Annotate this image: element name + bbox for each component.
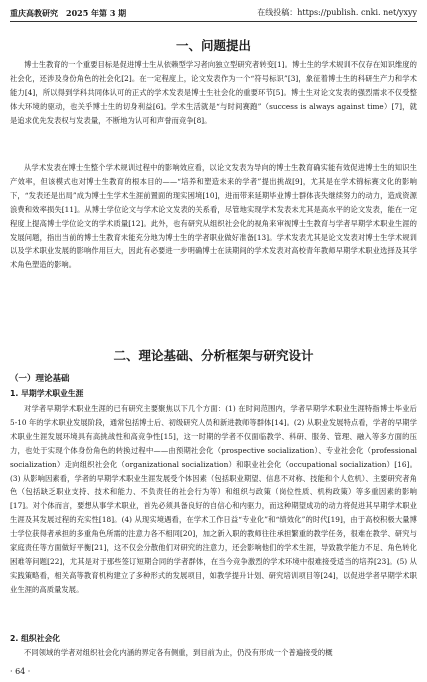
header-divider: [10, 21, 417, 22]
subsubsection-heading-org-socialization: 2. 组织社会化: [10, 634, 61, 643]
journal-name: 重庆高教研究 2025 年第 3 期: [10, 8, 127, 18]
subsubsection-heading-early-career: 1. 早期学术职业生涯: [10, 389, 84, 398]
section-title-problem: 一、问题提出: [175, 38, 251, 53]
submission-url[interactable]: 在线投稿：https://publish. cnki. net/yxyy: [257, 8, 417, 17]
paragraph-early-career: 对学者早期学术职业生涯的已有研究主要聚焦以下几个方面：(1) 在时间范围内，学者早期学术职业生涯特指博士毕业后 5-10 年的学术职业发展阶段，通常包括博士后、初级研究人员和新进教师等群体[14]。(2) 从职业发展特点看，学者的早期学术职业生涯发展环境具有高挑战性和高竞争性[15]，这一时期的学者不仅面临教学、科研、服务、管理、融入等多方面的压力，也处于实现个体身份角色的转换过程中——由预期社会化（prospective socialization）、专业社会化（professional socialization）走向组织社会化（organizational socialization）和职业社会化（occupational socialization）[16]。(3) 从影响因素看，学者的早期学术职业生涯发展受个体因素（包括职业期望、信息不对称、技能和个人危机）、主要研究者角色（包括缺乏职业支持、技术和能力、不负责任的社会行为等）和组织与政策（岗位性质、机构政策）等多重因素的影响[17]。对个体而言，要想从事学术职业，首先必须具备良好的自信心和内驱力，而这种期望成功的动力将促进其早期学术职业生涯及其发展过程的充实性[18]。(4) 从现实境遇看，在学术工作日益“专业化”和“绩效化”的时代[19]，由于高校积极大量博士学位获得者承担的多重角色所需的注意力各不相同[20]，加之新入职的教师往往承担繁重的教学任务，很难在教学、研究与家庭责任等方面做好平衡[21]，这不仅会分散他们对研究的注意力，还会影响他们的学术生涯，导致教学能力不足、角色转化困难等问题[22]，尤其是对于那些签订短期合同的学者群体，在当今竞争激烈的学术环境中很难接受适当的培养[23]。(5) 从实践策略看，相关高等教育机构建立了多种形式的发展项目，如教学提升计划、研究培训项目等[24]，以促进学者早期学术职业生涯的高质量发展。: [10, 404, 417, 594]
paragraph-intro-2: 从学术发表在博士生整个学术规训过程中的影响效应看，以论文发表为导向的博士生教育确实能有效促进博士生的知识生产效率，但该模式也对博士生教育的根本目的——“培养和塑造未来的学者”提出挑战[9]，尤其是在学术锦标赛文化的影响下，“发表还是出局”成为博士生学术生涯前置面的现实困境[10]，进而带来延期毕业博士群体丧失继续努力的动力，造成资源浪费和效率损失[11]。从博士学位论文与学术论文发表的关系看，尽管地实现学术发表未尤其是高水平的论文发表，能在一定程度上提高博士学位论文的学术质量[12]。此外，也有研究从组织社会化的视角来审视博士生教育与学者早期学术职业生涯的发展问题，指出当前的博士生教育未能充分地为博士生的学者职业做好准备[13]。学术发表尤其是论文发表对博士生学术规训以及学术职业发展的影响作用巨大，因此有必要进一步明确博士在读期间的学术发表对高校青年教师早期学术职业选择及其学术角色塑造的影响。: [10, 163, 417, 270]
page-number: · 64 ·: [10, 667, 31, 676]
subsection-heading-theory: （一）理论基础: [10, 374, 70, 384]
running-header: [10, 7, 417, 19]
section-title-theory: 二、理论基础、分析框架与研究设计: [113, 348, 314, 363]
paragraph-intro-1: 博士生教育的一个重要目标是促进博士生从依赖型学习者向独立型研究者转变[1]。博士生的学术规训不仅存在知识维度的社会化，还涉及身份角色的社会化[2]。在一定程度上，论文发表作为一个“符号标识”[3]，象征着博士生的科研生产力和学术能力[4]，所以得到学科共同体认可的正式的学术发表是博士生社会化的重要环节[5]。博士生对论文发表的强烈需求不仅受整体大环境的驱动，也关乎博士生的切身利益[6]。学术生活就是“与时间赛跑”（success is always against time）[7]，就是追求优先发表权与发表量，不断地为认可和声誉而竞争[8]。: [10, 60, 417, 125]
paragraph-org-socialization: 不同领域的学者对组织社会化内涵的界定各有侧重，到目前为止，仍没有形成一个普遍接受的概: [24, 648, 333, 657]
